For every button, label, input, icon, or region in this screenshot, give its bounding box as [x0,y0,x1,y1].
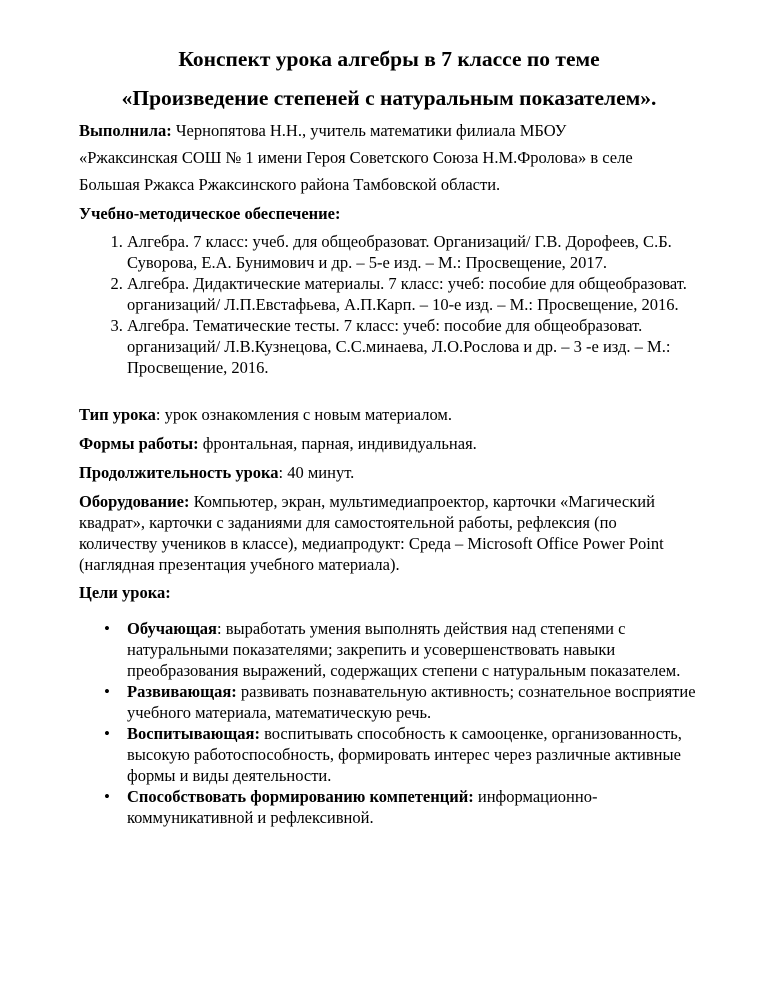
title-line-2: «Произведение степеней с натуральным показателем». [121,86,657,110]
goal-item-4 [127,786,699,828]
sources-label: Учебно-методическое обеспечение: [79,204,341,223]
goal-label-2: Развивающая: [127,682,237,701]
goal-text-3: воспитывать способность к самооценке, организованность, высокую работоспособность, формировать интерес через различные активные формы и виды деятельности. [127,724,682,785]
author-block [79,117,699,198]
goal-text-1: : выработать умения выполнять действия над степенями с натуральными показателями; закрепить и усовершенствовать навыки преобразования выражений, содержащих степени с натуральным показателем. [127,619,681,680]
author-line-3: Большая Ржакса Ржаксинского района Тамбовской области. [79,175,501,194]
work-forms [79,433,699,455]
author-label: Выполнила: [79,121,172,140]
source-item-3: 3. Алгебра. Тематические тесты. 7 класс: учеб: пособие для общеобразоват. организаций/ Л.В.Кузнецова, С.С.минаева, Л.О.Рослова и др. – 3 -е изд. – М.: Просвещение, 2016. [127,315,699,378]
goal-label-1: Обучающая [127,619,217,638]
goal-text-2: развивать познавательную активность; сознательное восприятие учебного материала, математическую речь. [127,682,696,722]
goal-item-1 [127,618,699,681]
document-page [79,42,699,828]
source-item-2: 2. Алгебра. Дидактические материалы. 7 класс: учеб: пособие для общеобразоват. организаций/ Л.П.Евстафьева, А.П.Карп. – 10-е изд. – М.: Просвещение, 2016. [127,273,699,315]
sources-heading [79,200,699,227]
title-line-1: Конспект урока алгебры в 7 классе по теме [178,47,600,71]
duration-label: Продолжительность урока [79,463,279,482]
goals-list [79,618,699,828]
equipment [79,491,699,575]
source-item-1: 1. Алгебра. 7 класс: учеб. для общеобразоват. Организаций/ Г.В. Дорофеев, С.Б. Суворова, Е.А. Бунимович и др. – 5-е изд. – М.: Просвещение, 2017. [127,231,699,273]
sources-list [79,231,699,378]
work-forms-label: Формы работы: [79,434,199,453]
lesson-type [79,404,699,426]
equipment-label: Оборудование: [79,492,190,511]
equipment-value: Компьютер, экран, мультимедиапроектор, карточки «Магический квадрат», карточки с заданиями для самостоятельной работы, рефлексия (по количеству учеников в классе), медиапродукт: Среда – Microsoft Office Power Point (наглядная презентация учебного материала). [79,492,664,574]
goal-label-3: Воспитывающая: [127,724,260,743]
duration-value: : 40 минут. [278,463,355,482]
goals-label: Цели урока: [79,583,171,602]
author-line-2: «Ржаксинская СОШ № 1 имени Героя Советского Союза Н.М.Фролова» в селе [79,148,633,167]
goals-heading [79,582,699,604]
author-line-1: Чернопятова Н.Н., учитель математики филиала МБОУ [171,121,567,140]
lesson-type-label: Тип урока [79,405,156,424]
lesson-type-value: : урок ознакомления с новым материалом. [155,405,452,424]
duration [79,462,699,484]
goal-label-4: Способствовать формированию компетенций: [127,787,474,806]
goal-item-3 [127,723,699,786]
work-forms-value: фронтальная, парная, индивидуальная. [198,434,477,453]
document-title [79,42,699,115]
goal-item-2 [127,681,699,723]
goal-text-4: информационно-коммуникативной и рефлексивной. [127,787,598,827]
